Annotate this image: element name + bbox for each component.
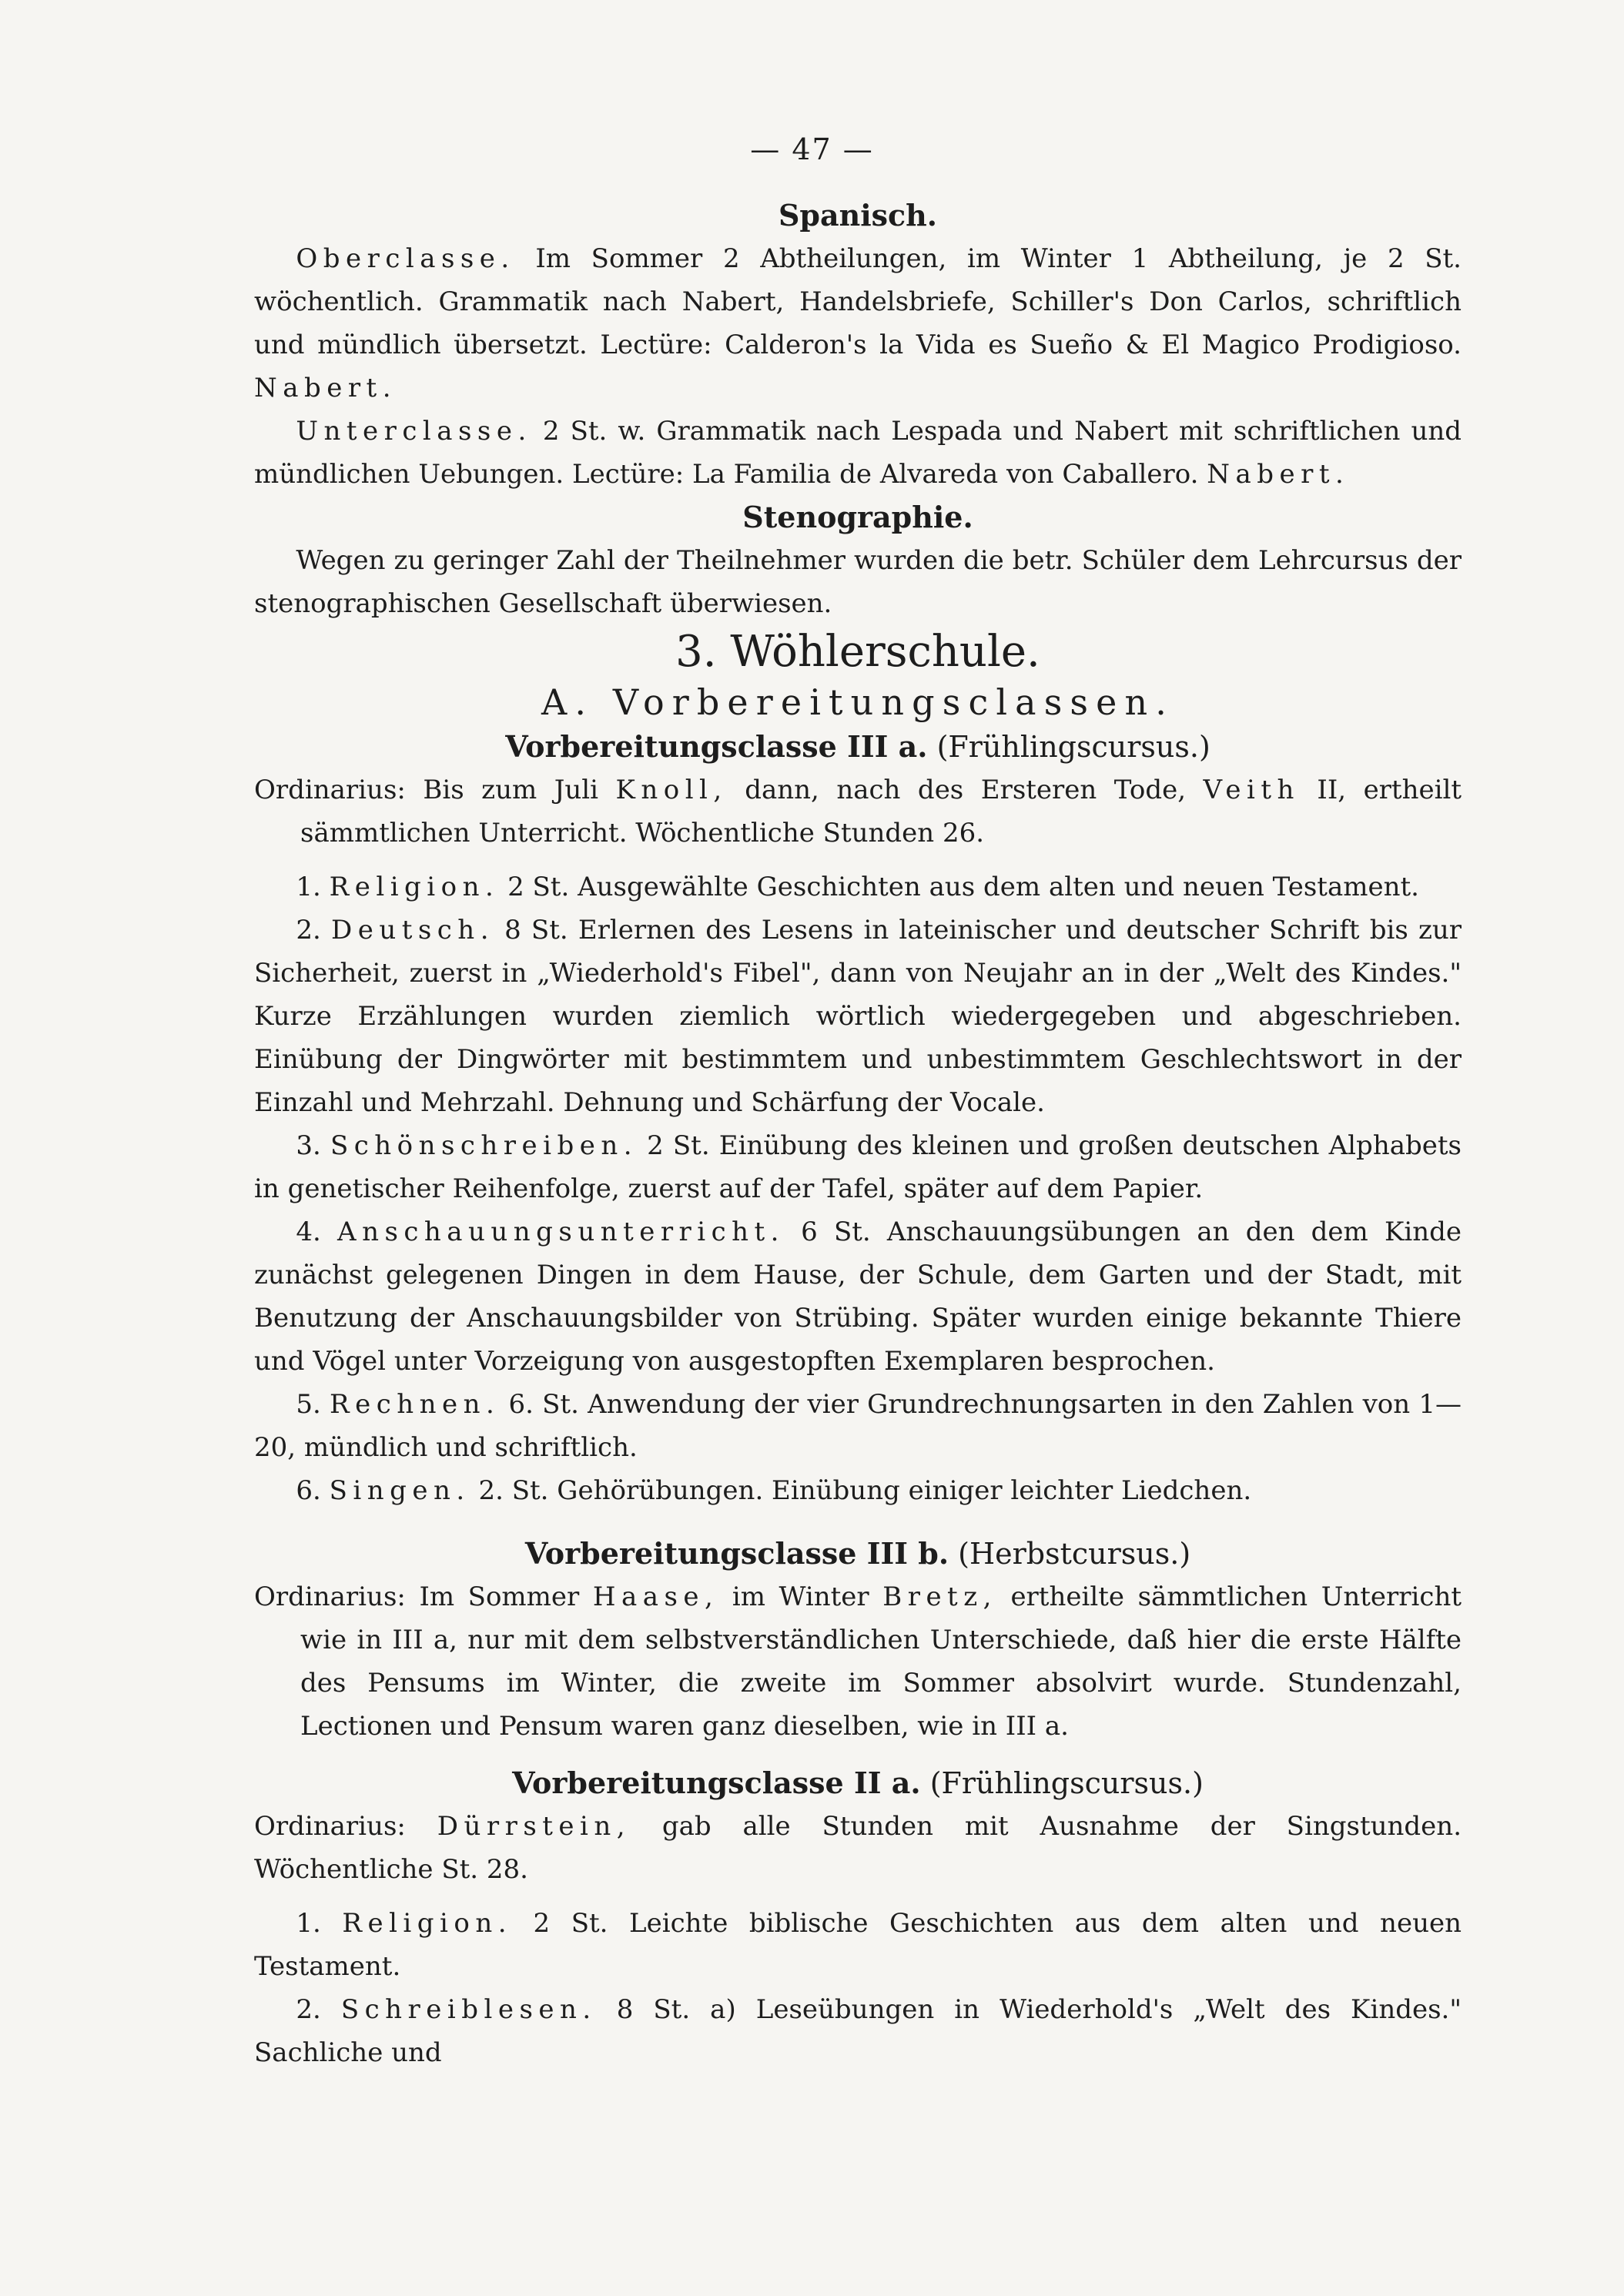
class-3a-item	[254, 865, 1462, 909]
item-number: 1.	[296, 872, 321, 902]
stenographie-heading: Stenographie.	[742, 500, 973, 534]
item-number: 1.	[296, 1908, 321, 1939]
page-number: — 47 —	[750, 132, 874, 166]
class-3b-ord-name-1: Haase,	[592, 1581, 719, 1612]
class-3a-ord-label: Ordinarius:	[254, 775, 406, 805]
item-number: 2.	[296, 915, 321, 946]
spanisch-heading: Spanisch.	[778, 198, 938, 233]
item-text: 6. St. Anwendung der vier Grundrechnungsarten in den Zahlen von 1—20, mündlich und schriftlich.	[254, 1389, 1462, 1463]
unterclasse-teacher: Nabert.	[1207, 459, 1350, 490]
spanisch-unterclasse-paragraph	[254, 410, 1462, 496]
item-number: 3.	[296, 1130, 321, 1161]
item-subject: Religion.	[329, 872, 500, 902]
class-2a-ord-name: Dürrstein,	[437, 1811, 631, 1842]
item-text: 2 St. Einübung des kleinen und großen deutschen Alphabets in genetischer Reihenfolge, zuerst auf der Tafel, später auf dem Papier.	[254, 1130, 1462, 1204]
class-3a-ord-text-1: Bis zum Juli	[423, 775, 598, 805]
item-subject: Schönschreiben.	[330, 1130, 638, 1161]
item-subject: Rechnen.	[330, 1389, 501, 1420]
class-2a-cursus: (Frühlingscursus.)	[929, 1766, 1204, 1800]
item-number: 5.	[296, 1389, 321, 1420]
item-text: 2 St. Leichte biblische Geschichten aus dem alten und neuen Testament.	[254, 1908, 1462, 1982]
item-text: 2. St. Gehörübungen. Einübung einiger leichter Liedchen.	[478, 1475, 1252, 1506]
item-number: 6.	[296, 1475, 321, 1506]
class-3b-ord-text-1: Im Sommer	[419, 1581, 580, 1612]
class-3a-ordinarius	[254, 768, 1462, 855]
class-2a-item	[254, 1902, 1462, 1988]
class-3b-heading	[254, 1532, 1462, 1575]
item-number: 2.	[296, 1994, 321, 2025]
school-heading: 3. Wöhlerschule.	[675, 627, 1040, 677]
class-3a-ord-text-3: II, ertheilt sämmtlichen Unterricht. Wöchentliche Stunden 26.	[300, 775, 1462, 848]
class-3a-title: Vorbereitungsclasse III a.	[505, 729, 928, 764]
class-3a-ord-name-1: Knoll,	[615, 775, 728, 805]
oberclasse-label: Oberclasse.	[296, 243, 515, 274]
class-3b-ord-text-2: im Winter	[732, 1581, 869, 1612]
item-subject: Anschauungsunterricht.	[337, 1217, 785, 1247]
class-3b-ord-text-3: ertheilte sämmtlichen Unterricht wie in III a, nur mit dem selbstverständlichen Unterschiede, daß hier die erste Hälfte des Pensums im Winter, die zweite im Sommer absolvirt wurde. Stundenzahl, Lectionen und Pensum waren ganz dieselben, wie in III a.	[300, 1581, 1462, 1742]
class-3a-heading	[254, 725, 1462, 768]
class-3a-ord-name-2: Veith	[1203, 775, 1300, 805]
class-2a-ord-label: Ordinarius:	[254, 1811, 406, 1842]
class-2a-heading	[254, 1762, 1462, 1805]
oberclasse-lecture-label: Lectüre:	[600, 330, 712, 360]
oberclasse-text: Im Sommer 2 Abtheilungen, im Winter 1 Abtheilung, je 2 St. wöchentlich. Grammatik nach Nabert, Handelsbriefe, Schiller's Don Carlos, schriftlich und mündlich übersetzt.	[254, 243, 1462, 360]
class-2a-ord-text: gab alle Stunden mit Ausnahme der Singstunden. Wöchentliche St. 28.	[254, 1811, 1462, 1885]
item-text: 8 St. a) Leseübungen in Wiederhold's „Welt des Kindes." Sachliche und	[254, 1994, 1462, 2068]
item-number: 4.	[296, 1217, 321, 1247]
item-text: 6 St. Anschauungsübungen an den dem Kinde zunächst gelegenen Dingen in dem Hause, der Schule, dem Garten und der Stadt, mit Benutzung der Anschauungsbilder von Strübing. Später wurden einige bekannte Thiere und Vögel unter Vorzeigung von ausgestopften Exemplaren besprochen.	[254, 1217, 1462, 1377]
unterclasse-label: Unterclasse.	[296, 416, 532, 447]
class-3b-cursus: (Herbstcursus.)	[958, 1537, 1191, 1571]
oberclasse-lecture-text: Calderon's la Vida es Sueño & El Magico Prodigioso.	[725, 330, 1462, 360]
item-text: 8 St. Erlernen des Lesens in lateinischer und deutscher Schrift bis zur Sicherheit, zuerst in „Wiederhold's Fibel", dann von Neujahr an in der „Welt des Kindes." Kurze Erzählungen wurden ziemlich wörtlich wiedergegeben und abgeschrieben. Einübung der Dingwörter mit bestimmtem und unbestimmtem Geschlechtswort in der Einzahl und Mehrzahl. Dehnung und Schärfung der Vocale.	[254, 915, 1462, 1118]
class-3a-item	[254, 909, 1462, 1124]
class-3b-ord-name-2: Bretz,	[882, 1581, 997, 1612]
unterclasse-text: 2 St. w. Grammatik nach Lespada und Nabert mit schriftlichen und mündlichen Uebungen. Lectüre: La Familia de Alvareda von Caballero.	[254, 416, 1462, 490]
page-body	[254, 194, 1462, 2074]
oberclasse-teacher: Nabert.	[254, 373, 397, 403]
class-3a-cursus: (Frühlingscursus.)	[936, 730, 1210, 764]
class-3a-ord-text-2: dann, nach des Ersteren Tode,	[745, 775, 1187, 805]
spanisch-oberclasse-paragraph	[254, 237, 1462, 410]
item-subject: Deutsch.	[331, 915, 494, 946]
class-3b-ord-label: Ordinarius:	[254, 1581, 406, 1612]
class-3a-item	[254, 1210, 1462, 1383]
class-3a-item	[254, 1383, 1462, 1469]
class-2a-title: Vorbereitungsclasse II a.	[512, 1766, 921, 1800]
item-text: 2 St. Ausgewählte Geschichten aus dem alten und neuen Testament.	[507, 872, 1419, 902]
class-2a-ordinarius	[254, 1805, 1462, 1891]
item-subject: Schreiblesen.	[340, 1994, 597, 2025]
item-subject: Religion.	[342, 1908, 512, 1939]
stenographie-paragraph: Wegen zu geringer Zahl der Theilnehmer wurden die betr. Schüler dem Lehrcursus der stenographischen Gesellschaft überwiesen.	[254, 545, 1462, 619]
class-3a-item	[254, 1124, 1462, 1210]
class-3b-ordinarius	[254, 1575, 1462, 1748]
section-heading: A. Vorbereitungsclassen.	[541, 681, 1174, 723]
item-subject: Singen.	[329, 1475, 470, 1506]
class-3a-item	[254, 1469, 1462, 1512]
class-2a-item	[254, 1988, 1462, 2074]
class-3b-title: Vorbereitungsclasse III b.	[524, 1536, 949, 1571]
